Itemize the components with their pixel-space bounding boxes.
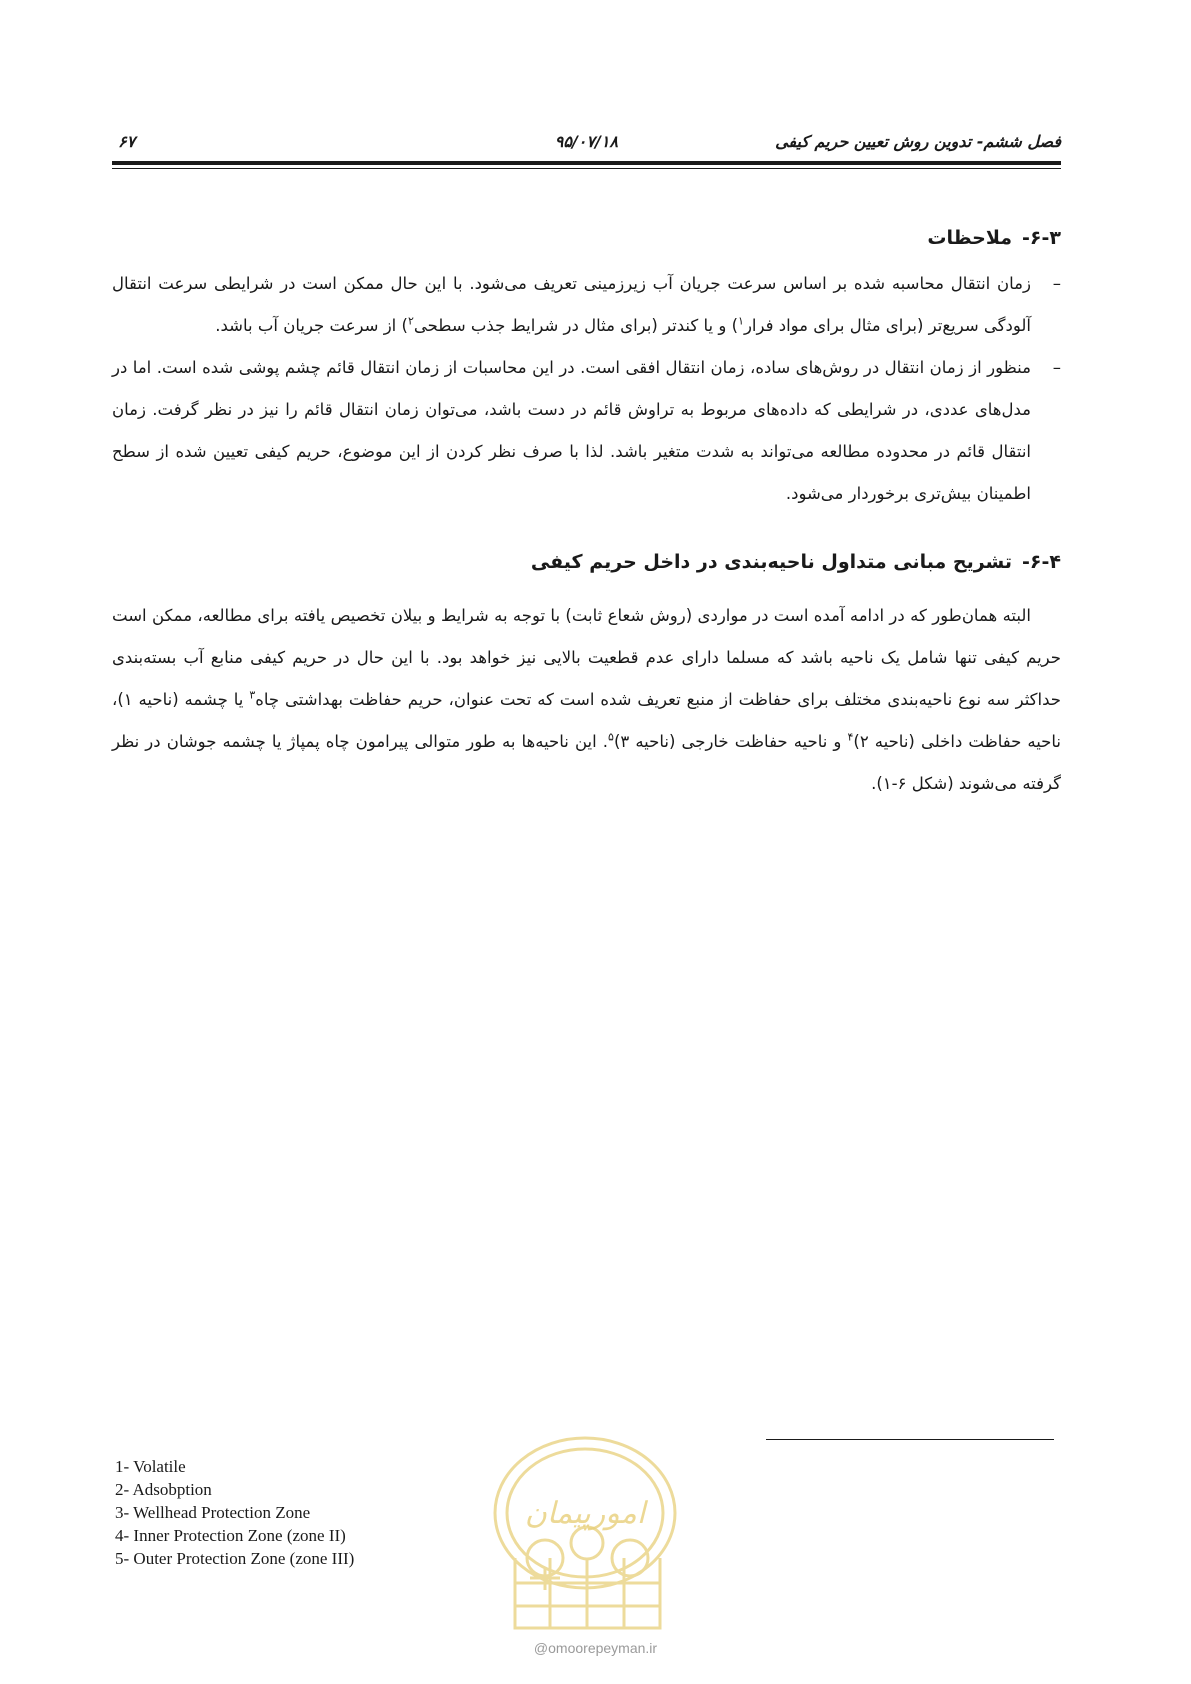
header-date: ۹۵/۰۷/۱۸ bbox=[554, 132, 618, 151]
section-number: ۶-۴- bbox=[1022, 551, 1061, 573]
header-rule-thin bbox=[112, 168, 1061, 169]
section-heading-6-4 bbox=[112, 537, 1061, 587]
paragraph-text: یا چشمه (ناحیه ۱)، ناحیه حفاظت داخلی (ناحیه ۲) bbox=[112, 690, 1061, 751]
header-rule-thick bbox=[112, 161, 1061, 165]
page-body bbox=[112, 205, 1061, 805]
section-title: ملاحظات bbox=[927, 227, 1013, 249]
footnote-ref: ۴ bbox=[847, 730, 854, 744]
footnote-ref: ۵ bbox=[608, 730, 614, 744]
footnote-item: 2- Adsobption bbox=[115, 1480, 212, 1499]
footnote-separator bbox=[766, 1439, 1054, 1440]
footnote-ref: ۱ bbox=[738, 314, 744, 328]
dash-bullet: – bbox=[1052, 274, 1061, 293]
watermark-seal-icon bbox=[470, 1418, 725, 1663]
dash-bullet: – bbox=[1052, 358, 1061, 377]
section-heading-6-3 bbox=[112, 213, 1061, 263]
footnote-ref: ۳ bbox=[249, 688, 256, 702]
page-header bbox=[112, 128, 1061, 154]
paragraph-text: . این ناحیه‌ها به طور متوالی پیرامون چاه پمپاژ یا چشمه جوشان در نظر گرفته می‌شوند (شکل ۶-۱). bbox=[112, 732, 1061, 793]
bullet-text: ) از سرعت جریان آب باشد. bbox=[215, 316, 408, 335]
body-paragraph bbox=[112, 595, 1061, 805]
footnote-item: 5- Outer Protection Zone (zone III) bbox=[115, 1549, 355, 1568]
page-number: ۶۷ bbox=[118, 132, 136, 151]
footnote-ref: ۲ bbox=[407, 314, 414, 328]
footnote-list bbox=[115, 1455, 515, 1570]
chapter-title: فصل ششم- تدوین روش تعیین حریم کیفی bbox=[775, 132, 1061, 151]
section-title: تشریح مبانی متداول ناحیه‌بندی در داخل حریم کیفی bbox=[530, 551, 1013, 573]
watermark-logo bbox=[470, 1418, 725, 1663]
bullet-text: ) و یا کندتر (برای مثال در شرایط جذب سطحی bbox=[413, 316, 739, 335]
bullet-text: منظور از زمان انتقال در روش‌های ساده، زمان انتقال افقی است. در این محاسبات از زمان انتقال قائم چشم پوشی شده است. اما در مدل‌های عددی، در شرایطی که داده‌های مربوط به تراوش قائم در دست باشد، می‌توان زمان انتقال قائم را نیز در نظر گرفت. زمان انتقال قائم در محدوده مطالعه می‌تواند به شدت متغیر باشد. لذا با صرف نظر کردن از این موضوع، حریم کیفی تعیین شده از سطح اطمینان بیش‌تری برخوردار می‌شود. bbox=[112, 358, 1031, 503]
bullet-item bbox=[112, 347, 1061, 515]
watermark-logo-text: امورپیمان bbox=[524, 1496, 646, 1531]
paragraph-text: و ناحیه حفاظت خارجی (ناحیه ۳) bbox=[613, 732, 848, 751]
bullet-item bbox=[112, 263, 1061, 347]
paragraph-text: البته همان‌طور که در ادامه آمده است در مواردی (روش شعاع ثابت) با توجه به شرایط و بیلان تخصیص یافته برای مطالعه، ممکن است حریم کیفی تنها شامل یک ناحیه باشد که مسلما دارای عدم قطعیت بالایی نیز خواهد بود. با این حال در حریم کیفی منابع آب بسته‌بندی حداکثر سه نوع ناحیه‌بندی مختلف برای حفاظت از منبع تعریف شده است که تحت عنوان، حریم حفاظت بهداشتی چاه bbox=[112, 606, 1061, 709]
footnote-item: 1- Volatile bbox=[115, 1457, 186, 1476]
footnote-item: 3- Wellhead Protection Zone bbox=[115, 1503, 311, 1522]
footnote-item: 4- Inner Protection Zone (zone II) bbox=[115, 1526, 346, 1545]
watermark-site: @omoorepeyman.ir bbox=[533, 1640, 658, 1656]
bullet-text: زمان انتقال محاسبه شده بر اساس سرعت جریان آب زیرزمینی تعریف می‌شود. با این حال ممکن است در شرایطی سرعت انتقال آلودگی سریع‌تر (برای مثال برای مواد فرار bbox=[112, 274, 1031, 335]
section-number: ۶-۳- bbox=[1022, 227, 1061, 249]
